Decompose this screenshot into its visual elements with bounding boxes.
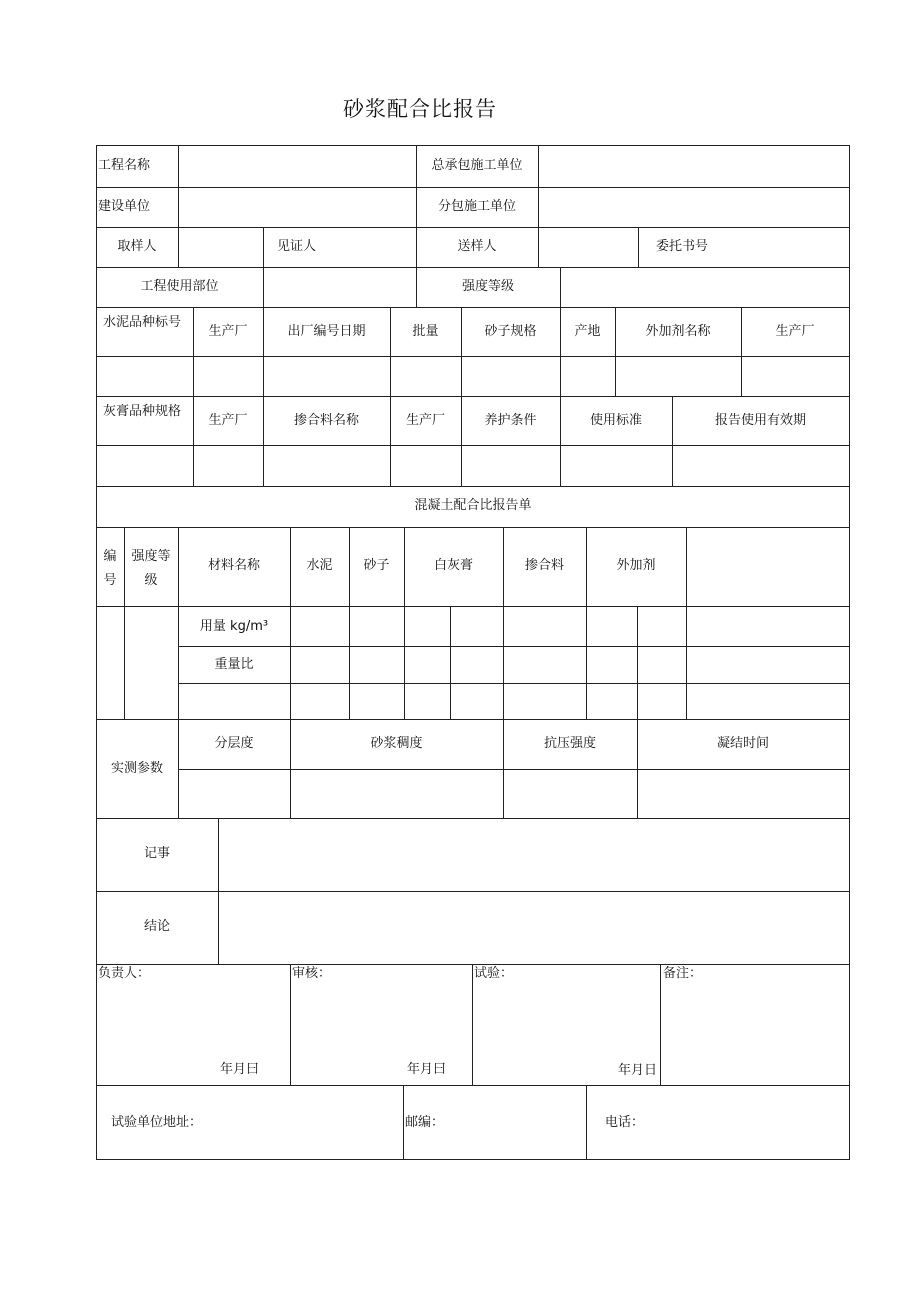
date-label: 年月曰	[220, 1062, 260, 1077]
label-lime-variety: 灰膏品种规格	[103, 404, 182, 419]
label-witness: 见证人	[277, 239, 317, 254]
label-grade-bottom: 级	[144, 573, 158, 588]
label-number-top: 编	[103, 549, 117, 564]
date-label: 年月曰	[407, 1062, 447, 1077]
label-test: 试验：	[474, 966, 514, 981]
label-manufacturer: 生产厂	[775, 324, 815, 339]
label-subcontractor: 分包施工单位	[437, 199, 516, 214]
label-cement-variety: 水泥品种标号	[103, 315, 182, 330]
label-sampler: 取样人	[117, 239, 157, 254]
label-remarks: 备注：	[663, 966, 703, 981]
label-layering: 分层度	[214, 736, 254, 751]
date-label: 年月日	[618, 1063, 658, 1078]
label-strength-grade: 强度等级	[461, 279, 514, 294]
label-consistency: 砂浆稠度	[370, 736, 423, 751]
label-phone: 电话：	[605, 1115, 645, 1130]
label-usage-standard: 使用标准	[589, 413, 642, 428]
label-grade-top: 强度等	[131, 549, 171, 564]
label-setting-time: 凝结时间	[716, 736, 769, 751]
label-admixture: 外加剂	[616, 558, 656, 573]
label-commission-no: 委托书号	[656, 239, 709, 254]
label-manufacturer: 生产厂	[208, 324, 248, 339]
label-lime-paste: 白灰膏	[433, 558, 473, 573]
label-number-bottom: 号	[103, 573, 117, 588]
label-review: 审核：	[292, 966, 332, 981]
label-batch-date: 出厂编号日期	[287, 324, 366, 339]
label-conclusion: 结论	[143, 919, 170, 934]
label-addition: 掺合料	[524, 558, 564, 573]
label-measured-params: 实测参数	[110, 761, 163, 776]
label-sand-spec: 砂子规格	[484, 324, 537, 339]
label-lab-address: 试验单位地址：	[111, 1115, 203, 1130]
label-general-contractor: 总承包施工单位	[431, 158, 523, 173]
label-manufacturer: 生产厂	[405, 413, 445, 428]
label-origin: 产地	[574, 324, 601, 339]
label-sender: 送样人	[457, 239, 497, 254]
label-notes: 记事	[143, 846, 170, 861]
label-curing-conditions: 养护条件	[484, 413, 537, 428]
label-cement: 水泥	[306, 558, 333, 573]
label-dosage: 用量 kg/m³	[199, 619, 269, 634]
label-report-validity: 报告使用有效期	[714, 413, 806, 428]
label-weight-ratio: 重量比	[214, 657, 254, 672]
label-admixture-name: 外加剂名称	[645, 324, 711, 339]
label-compressive-strength: 抗压强度	[543, 736, 596, 751]
label-addition-name: 掺合料名称	[293, 413, 359, 428]
label-responsible: 负责人：	[98, 966, 151, 981]
page-title: 砂浆配合比报告	[343, 97, 497, 121]
label-usage-part: 工程使用部位	[140, 279, 219, 294]
label-material-name: 材料名称	[207, 558, 260, 573]
label-batch: 批量	[412, 324, 439, 339]
label-manufacturer: 生产厂	[208, 413, 248, 428]
label-project-name: 工程名称	[98, 158, 151, 173]
mix-report-header: 混凝土配合比报告单	[414, 498, 532, 513]
label-postcode: 邮编：	[405, 1115, 445, 1130]
label-sand: 砂子	[363, 558, 390, 573]
label-construction-unit: 建设单位	[98, 199, 151, 214]
